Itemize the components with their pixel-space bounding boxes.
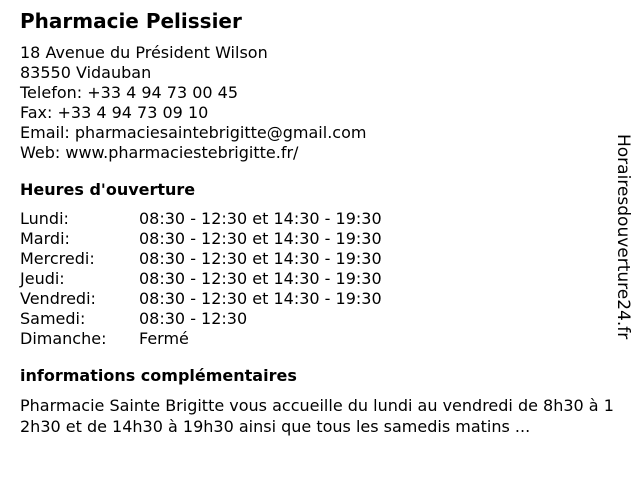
contact-block [20,43,618,163]
hours-row-friday [20,289,618,309]
hours-time: 08:30 - 12:30 et 14:30 - 19:30 [139,229,382,248]
hours-day: Dimanche: [20,329,107,348]
site-watermark-text: Horairesdouverture24.fr [613,134,633,340]
hours-row-monday [20,209,618,229]
hours-row-wednesday [20,249,618,269]
hours-day: Mercredi: [20,249,95,268]
hours-day: Vendredi: [20,289,96,308]
info-text: Pharmacie Sainte Brigitte vous accueille du lundi au vendredi de 8h30 à 12h30 et de 14h30 à 19h30 ainsi que tous les samedis matins ... [20,396,614,436]
hours-time: 08:30 - 12:30 et 14:30 - 19:30 [139,249,382,268]
hours-row-tuesday [20,229,618,249]
info-heading: informations complémentaires [20,366,297,385]
hours-row-thursday [20,269,618,289]
site-watermark [612,134,634,346]
hours-day: Mardi: [20,229,70,248]
hours-heading: Heures d'ouverture [20,180,196,199]
hours-time: Fermé [139,329,189,348]
email-line: Email: pharmaciesaintebrigitte@gmail.com [20,123,367,142]
hours-day: Samedi: [20,309,86,328]
hours-time: 08:30 - 12:30 et 14:30 - 19:30 [139,289,382,308]
hours-time: 08:30 - 12:30 [139,309,248,328]
hours-row-saturday [20,309,618,329]
web-line: Web: www.pharmaciestebrigitte.fr/ [20,143,299,162]
hours-time: 08:30 - 12:30 et 14:30 - 19:30 [139,209,382,228]
hours-row-sunday [20,329,618,349]
fax-line: Fax: +33 4 94 73 09 10 [20,103,209,122]
address-line-1: 18 Avenue du Président Wilson [20,43,268,62]
pharmacy-card [20,8,618,437]
hours-day: Jeudi: [20,269,65,288]
address-line-2: 83550 Vidauban [20,63,152,82]
pharmacy-name: Pharmacie Pelissier [20,9,242,33]
hours-day: Lundi: [20,209,69,228]
hours-table [20,209,618,349]
hours-time: 08:30 - 12:30 et 14:30 - 19:30 [139,269,382,288]
phone-line: Telefon: +33 4 94 73 00 45 [20,83,239,102]
